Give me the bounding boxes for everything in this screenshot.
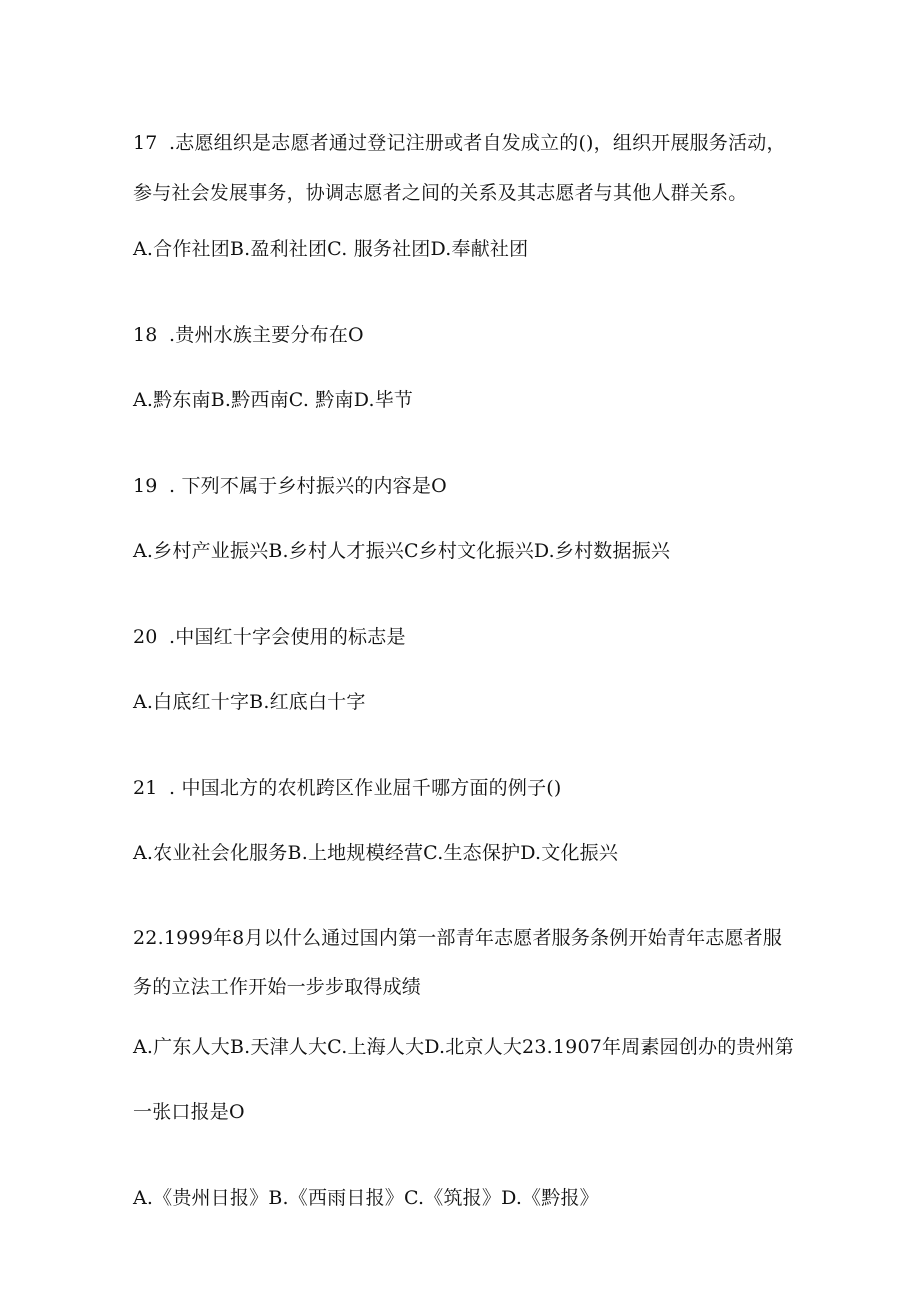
question-text: .中国红十字会使用的标志是 [169,626,406,648]
question-17-options: A.合作社团B.盈利社团C. 服务社团D.奉献社团 [133,238,529,260]
question-18-options: A.黔东南B.黔西南C. 黔南D.毕节 [133,389,414,411]
question-number: 18 [133,324,158,346]
question-text: . 下列不属于乡村振兴的内容是O [169,475,447,497]
question-text: 1999年8月以什么通过国内第一部青年志愿者服务条例开始青年志愿者服 [163,927,783,949]
question-text: .贵州水族主要分布在O [169,324,364,346]
question-21-options: A.农业社会化服务B.上地规模经营C.生态保护D.文化振兴 [133,842,619,864]
question-22-options: A.广东人大B.天津人大C.上海人大D.北京人大23.1907年周素园创办的贵州第 [133,1036,795,1058]
question-number: 17 [133,132,158,154]
question-number: 19 [133,475,158,497]
question-number: 22. [133,927,164,949]
question-17-stem-line-2: 参与社会发展事务，协调志愿者之间的关系及其志愿者与其他人群关系。 [133,182,748,204]
question-22-stem-line-2: 务的立法工作开始一步步取得成绩 [133,976,422,998]
question-22-stem-line-1 [133,925,820,951]
question-number: 20 [133,626,158,648]
question-text: . 中国北方的农机跨区作业屈千哪方面的例子() [169,777,562,799]
question-19-options: A.乡村产业振兴B.乡村人才振兴C乡村文化振兴D.乡村数据振兴 [133,540,671,562]
question-17-stem-line-1 [133,130,820,156]
question-20-options: A.白底红十字B.红底白十字 [133,691,366,713]
question-23-stem-continued: 一张口报是O [133,1101,245,1123]
question-number: 21 [133,777,158,799]
question-text: .志愿组织是志愿者通过登记注册或者自发成立的()，组织开展服务活动， [169,132,786,154]
question-19-stem [133,473,820,499]
question-18-stem [133,322,820,348]
question-23-options: A.《贵州日报》B.《西雨日报》C.《筑报》D.《黔报》 [133,1187,599,1209]
question-20-stem [133,624,820,650]
question-21-stem [133,775,820,801]
